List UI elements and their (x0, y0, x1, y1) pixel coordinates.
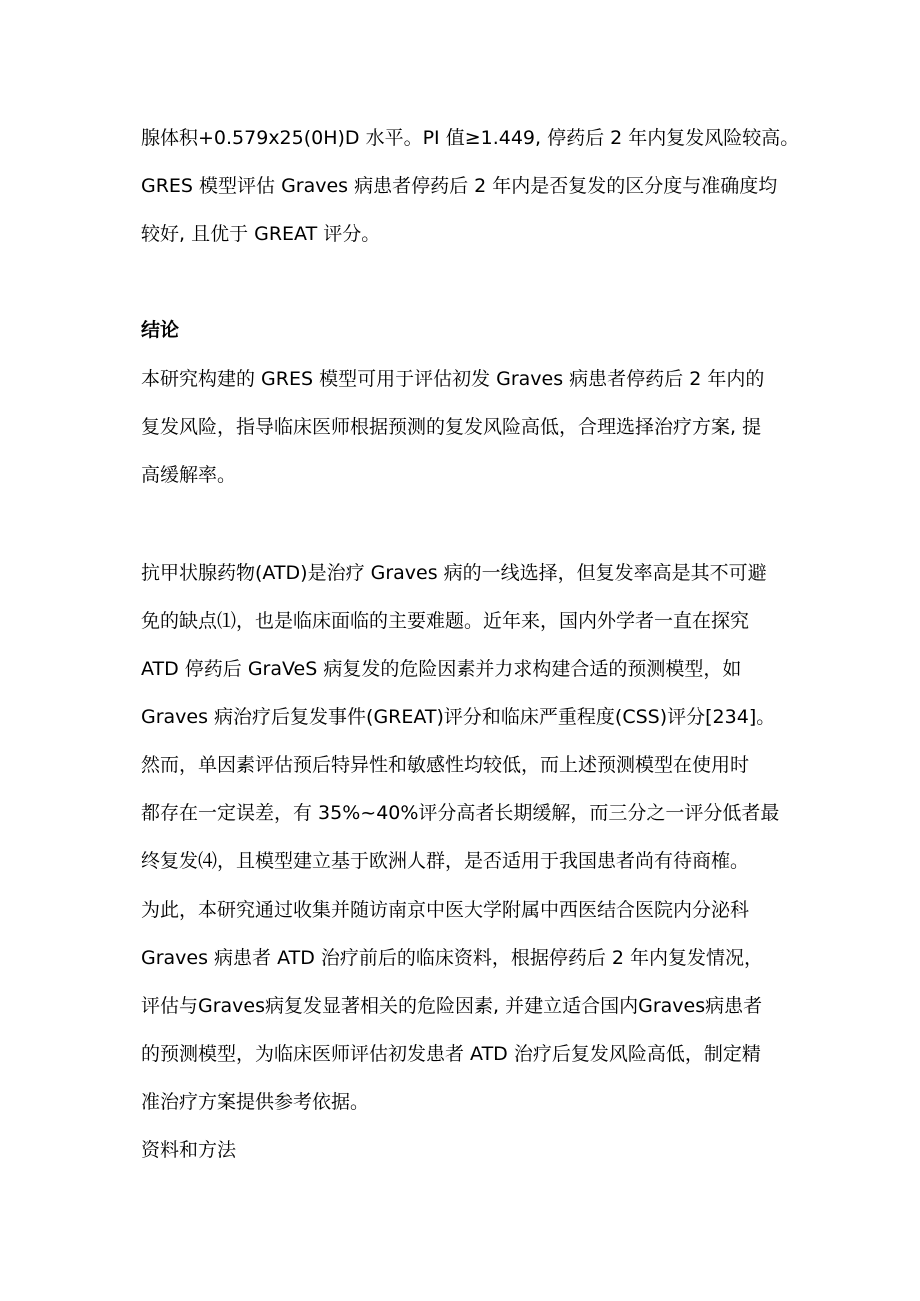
intro-line-10: 评估与Graves病复发显著相关的危险因素, 并建立适合国内Graves病患者 (141, 995, 763, 1017)
methods-heading: 资料和方法 (141, 1139, 237, 1161)
results-line-3: 较好, 且优于 GREAT 评分。 (141, 223, 381, 245)
intro-line-6: 都存在一定误差，有 35%~40%评分高者长期缓解，而三分之一评分低者最 (141, 802, 780, 824)
conclusion-heading: 结论 (141, 319, 180, 341)
intro-line-5: 然而，单因素评估预后特异性和敏感性均较低，而上述预测模型在使用时 (141, 754, 750, 776)
intro-line-12: 准治疗方案提供参考依据。 (141, 1091, 370, 1113)
conclusion-line-1: 本研究构建的 GRES 模型可用于评估初发 Graves 病患者停药后 2 年内的 (141, 368, 765, 390)
intro-line-9: Graves 病患者 ATD 治疗前后的临床资料，根据停药后 2 年内复发情况， (141, 947, 764, 969)
conclusion-line-2: 复发风险，指导临床医师根据预测的复发风险高低，合理选择治疗方案, 提 (141, 416, 762, 438)
intro-line-3: ATD 停药后 GraVeS 病复发的危险因素并力求构建合适的预测模型，如 (141, 658, 742, 680)
intro-line-7: 终复发⑷，且模型建立基于欧洲人群，是否适用于我国患者尚有待商榷。 (141, 850, 750, 872)
intro-line-2: 免的缺点⑴，也是临床面临的主要难题。近年来，国内外学者一直在探究 (141, 610, 750, 632)
conclusion-line-3: 高缓解率。 (141, 464, 237, 486)
intro-line-4: Graves 病治疗后复发事件(GREAT)评分和临床严重程度(CSS)评分[234]。 (141, 706, 776, 728)
results-line-2: GRES 模型评估 Graves 病患者停药后 2 年内是否复发的区分度与准确度均 (141, 175, 778, 197)
intro-line-1: 抗甲状腺药物(ATD)是治疗 Graves 病的一线选择，但复发率高是其不可避 (141, 562, 767, 584)
intro-line-8: 为此，本研究通过收集并随访南京中医大学附属中西医结合医院内分泌科 (141, 899, 750, 921)
results-line-1: 腺体积+0.579x25(0H)D 水平。PI 值≥1.449, 停药后 2 年内复发风险较高。 (141, 127, 800, 149)
intro-line-11: 的预测模型，为临床医师评估初发患者 ATD 治疗后复发风险高低，制定精 (141, 1043, 761, 1065)
